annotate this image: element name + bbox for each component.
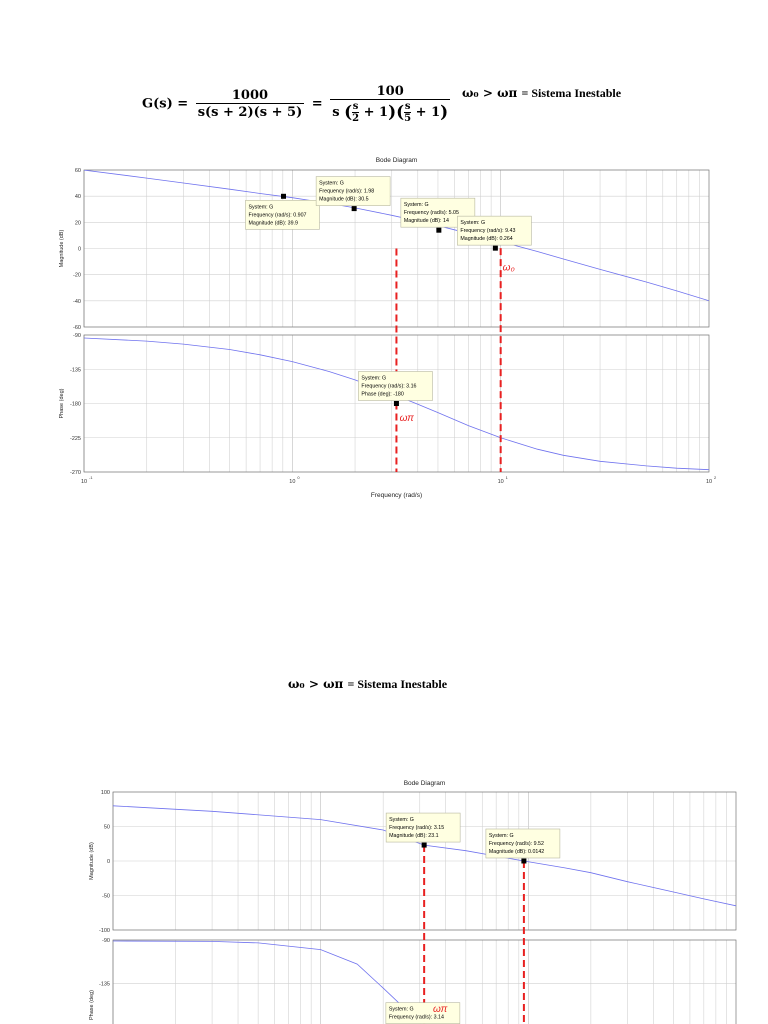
y-tick-label: 100: [100, 790, 110, 796]
equation-denominator-2: s ( $\frac{s}{2}$ + 1)( $\frac{s}{5}$ + 1): [332, 101, 449, 124]
datatip-text: Frequency (rad/s): 3.14: [388, 1014, 444, 1021]
datatip-text: Frequency (rad/s): 3.15: [389, 825, 445, 832]
equation-numerator-1: 1000: [231, 88, 269, 103]
datatip-point: [493, 246, 498, 251]
datatip-text: System: G: [460, 220, 486, 227]
datatip-text: Magnitude (dB): 0.264: [460, 236, 513, 243]
omega-annotation: ωπ: [399, 413, 414, 425]
y-tick-label: -135: [98, 981, 110, 988]
x-tick-label: 10: [289, 479, 296, 485]
chart-title: Bode Diagram: [403, 780, 446, 787]
y-tick-label: -50: [102, 893, 110, 900]
bode-diagram-1: [0, 150, 768, 510]
y-axis-label: Magnitude (dB): [89, 842, 95, 880]
datatip-text: System: G: [389, 817, 414, 824]
datatip-point: [352, 206, 357, 211]
y-tick-label: 0: [77, 246, 81, 253]
x-tick-label: 10: [705, 479, 713, 485]
x-tick-exponent: -1: [89, 475, 93, 480]
transfer-function-equation: [142, 84, 453, 124]
x-axis-label: Frequency (rad/s): [370, 492, 423, 499]
datatip-text: Frequency (rad/s): 1.98: [319, 188, 375, 195]
y-tick-label: -270: [69, 470, 81, 476]
x-tick-exponent: 2: [714, 475, 717, 480]
equation-fraction-1: [196, 88, 305, 120]
bode-curve: [84, 170, 709, 301]
y-tick-label: -180: [69, 401, 81, 408]
y-tick-label: -90: [73, 333, 81, 339]
datatip-text: System: G: [361, 375, 387, 382]
instability-statement-top: ω₀ > ωπ = Sistema Inestable: [462, 86, 622, 100]
y-tick-label: 40: [74, 194, 81, 201]
datatip-text: System: G: [488, 832, 514, 839]
datatip-text: Frequency (rad/s): 9.52: [488, 840, 544, 847]
bode-diagram-2: [0, 770, 768, 1024]
datatip-text: Magnitude (dB): 23.1: [389, 833, 439, 840]
y-tick-label: 0: [106, 859, 110, 865]
y-tick-label: -225: [69, 435, 81, 442]
datatip-text: Magnitude (dB): 39.9: [248, 220, 298, 227]
datatip-point: [521, 858, 526, 863]
y-tick-label: 60: [74, 168, 81, 174]
datatip-text: Magnitude (dB): 14: [403, 218, 449, 225]
y-tick-label: 50: [103, 824, 110, 831]
chart-title: Bode Diagram: [375, 157, 418, 164]
y-tick-label: -90: [102, 938, 110, 944]
datatip-point: [281, 194, 286, 199]
x-tick-exponent: 1: [505, 475, 508, 480]
datatip-text: System: G: [319, 180, 344, 187]
y-tick-label: -100: [98, 928, 110, 934]
y-axis-label: Magnitude (dB): [59, 229, 65, 268]
datatip-point: [436, 228, 441, 233]
equation-numerator-2: 100: [376, 84, 404, 99]
y-axis-label: Phase (deg): [89, 990, 95, 1020]
datatip-text: Magnitude (dB): 0.0142: [488, 848, 545, 855]
y-tick-label: -60: [73, 325, 81, 331]
omega-annotation: ω₀: [502, 262, 515, 274]
datatip-point: [394, 401, 399, 406]
equation-lhs: G(s) =: [142, 96, 189, 112]
datatip-text: Frequency (rad/s): 9.43: [460, 228, 516, 235]
y-tick-label: -135: [69, 367, 81, 374]
x-tick-label: 10: [497, 479, 504, 485]
x-tick-label: 10: [80, 479, 88, 485]
datatip-text: Magnitude (dB): 30.5: [319, 196, 369, 203]
y-tick-label: -40: [73, 298, 81, 305]
omega-annotation: ωπ: [433, 1004, 448, 1016]
datatip-text: Frequency (rad/s): 0.907: [248, 212, 307, 219]
x-tick-exponent: 0: [297, 475, 300, 480]
datatip-text: Phase (deg): -180: [361, 391, 404, 398]
datatip-text: Frequency (rad/s): 5.05: [403, 210, 459, 217]
datatip-point: [422, 843, 427, 848]
y-axis-label: Phase (deg): [59, 388, 65, 419]
y-tick-label: -20: [73, 272, 81, 279]
datatip-text: Frequency (rad/s): 3.16: [361, 383, 417, 390]
y-tick-label: 20: [74, 220, 81, 227]
datatip-text: System: G: [388, 1006, 414, 1013]
datatip-text: System: G: [248, 204, 274, 211]
equation-fraction-2: [330, 84, 450, 124]
equation-equals: =: [311, 96, 323, 112]
datatip-text: System: G: [403, 202, 429, 209]
instability-statement-middle: ω₀ > ωπ = Sistema Inestable: [288, 677, 448, 691]
equation-denominator-1: s(s + 2)(s + 5): [197, 105, 303, 120]
